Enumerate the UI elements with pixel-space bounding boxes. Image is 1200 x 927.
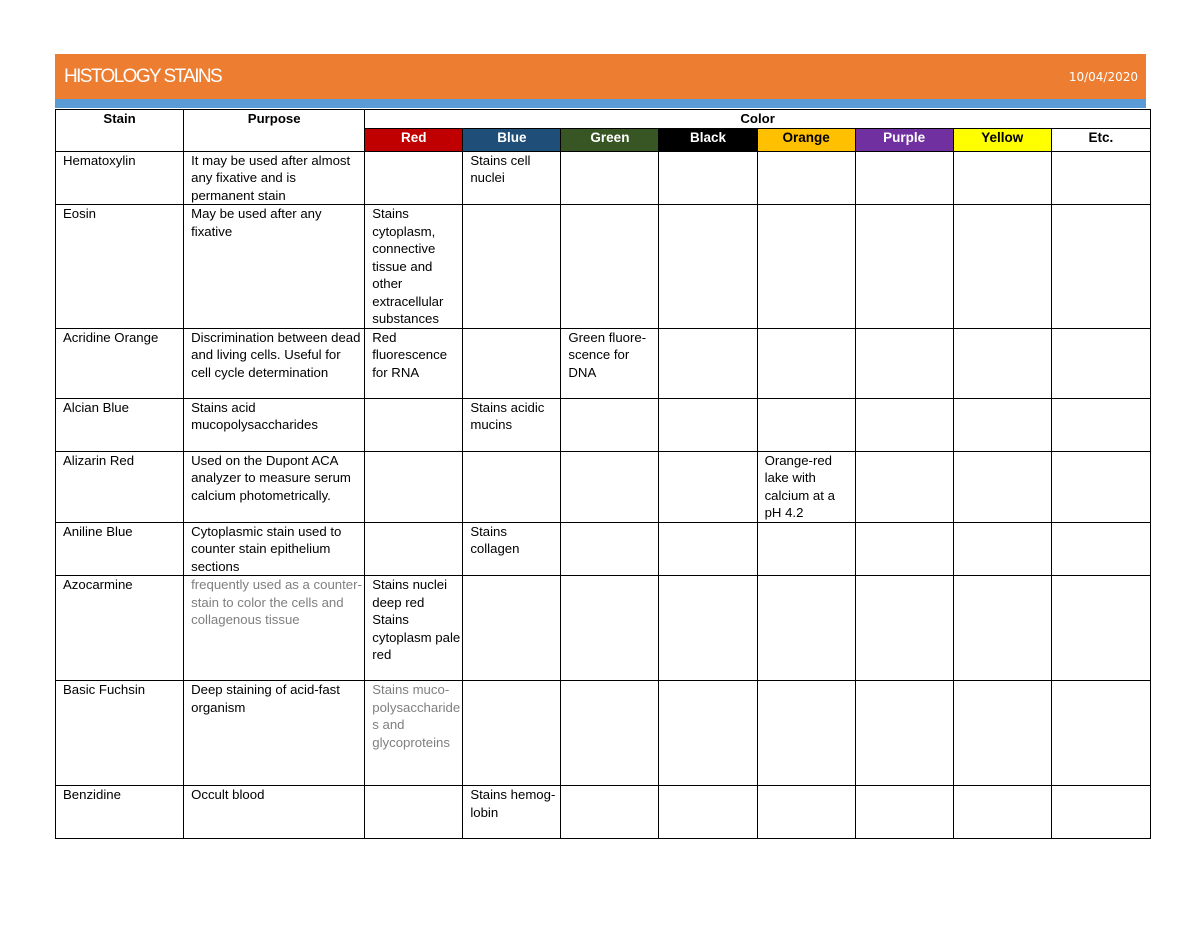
color-cell-black (659, 151, 757, 205)
color-header-red: Red (365, 128, 463, 151)
color-header-orange: Orange (757, 128, 855, 151)
color-cell-etc (1051, 205, 1150, 329)
color-cell-purple (855, 576, 953, 681)
color-header-green: Green (561, 128, 659, 151)
color-cell-blue (463, 205, 561, 329)
color-cell-green: Green fluore-scence for DNA (561, 328, 659, 398)
color-cell-orange (757, 398, 855, 451)
color-cell-purple (855, 786, 953, 839)
color-header-etc: Etc. (1051, 128, 1150, 151)
color-cell-red (365, 786, 463, 839)
color-cell-red: Stains muco-polysaccharides and glycoproteins (365, 681, 463, 786)
color-cell-blue: Stains collagen (463, 522, 561, 576)
color-cell-etc (1051, 451, 1150, 522)
color-cell-green (561, 151, 659, 205)
stain-name-cell: Aniline Blue (56, 522, 184, 576)
color-cell-black (659, 205, 757, 329)
color-cell-orange (757, 328, 855, 398)
column-header-purpose: Purpose (184, 110, 365, 152)
stain-name-cell: Azocarmine (56, 576, 184, 681)
color-cell-green (561, 576, 659, 681)
color-cell-orange: Orange-red lake with calcium at a pH 4.2 (757, 451, 855, 522)
purpose-cell: Cytoplasmic stain used to counter stain epithelium sections (184, 522, 365, 576)
color-cell-green (561, 522, 659, 576)
color-cell-blue (463, 451, 561, 522)
color-cell-blue: Stains acidic mucins (463, 398, 561, 451)
color-cell-black (659, 576, 757, 681)
table-row (56, 151, 1151, 205)
page-date: 10/04/2020 (1068, 70, 1138, 84)
color-cell-purple (855, 451, 953, 522)
color-cell-red (365, 522, 463, 576)
color-cell-etc (1051, 522, 1150, 576)
color-cell-green (561, 786, 659, 839)
purpose-cell: It may be used after almost any fixative and is permanent stain (184, 151, 365, 205)
color-cell-orange (757, 205, 855, 329)
header-accent-stripe (55, 99, 1146, 108)
color-cell-orange (757, 576, 855, 681)
histology-stains-table (55, 109, 1151, 839)
color-cell-blue: Stains hemog-lobin (463, 786, 561, 839)
color-cell-red (365, 151, 463, 205)
color-cell-yellow (953, 786, 1051, 839)
color-cell-blue: Stains cell nuclei (463, 151, 561, 205)
color-cell-purple (855, 205, 953, 329)
color-cell-red (365, 398, 463, 451)
stain-name-cell: Acridine Orange (56, 328, 184, 398)
color-cell-black (659, 786, 757, 839)
color-cell-yellow (953, 151, 1051, 205)
color-cell-etc (1051, 328, 1150, 398)
purpose-cell: Stains acid mucopolysaccharides (184, 398, 365, 451)
table-row (56, 328, 1151, 398)
color-cell-green (561, 681, 659, 786)
color-cell-yellow (953, 451, 1051, 522)
color-cell-etc (1051, 151, 1150, 205)
purpose-cell: Occult blood (184, 786, 365, 839)
stain-name-cell: Benzidine (56, 786, 184, 839)
purpose-cell: frequently used as a counter-stain to color the cells and collagenous tissue (184, 576, 365, 681)
table-row (56, 786, 1151, 839)
color-header-black: Black (659, 128, 757, 151)
color-cell-black (659, 451, 757, 522)
table-row (56, 681, 1151, 786)
color-cell-blue (463, 681, 561, 786)
color-cell-black (659, 681, 757, 786)
color-cell-yellow (953, 576, 1051, 681)
table-row (56, 398, 1151, 451)
color-cell-blue (463, 328, 561, 398)
purpose-cell: Discrimination between dead and living cells. Useful for cell cycle determination (184, 328, 365, 398)
color-cell-black (659, 522, 757, 576)
color-cell-red: Stains cytoplasm, connective tissue and other extracellular substances (365, 205, 463, 329)
purpose-cell: Deep staining of acid-fast organism (184, 681, 365, 786)
page-title: HISTOLOGY STAINS (64, 66, 222, 87)
stain-name-cell: Alcian Blue (56, 398, 184, 451)
color-cell-orange (757, 522, 855, 576)
color-cell-purple (855, 522, 953, 576)
color-cell-orange (757, 681, 855, 786)
color-header-blue: Blue (463, 128, 561, 151)
column-header-color: Color (365, 110, 1151, 129)
table-row (56, 576, 1151, 681)
table-header-row (56, 110, 1151, 129)
stain-name-cell: Basic Fuchsin (56, 681, 184, 786)
purpose-cell: Used on the Dupont ACA analyzer to measure serum calcium photometrically. (184, 451, 365, 522)
column-header-stain: Stain (56, 110, 184, 152)
color-cell-yellow (953, 328, 1051, 398)
color-cell-black (659, 328, 757, 398)
table-body (56, 151, 1151, 839)
stain-name-cell: Eosin (56, 205, 184, 329)
color-cell-red: Stains nuclei deep red Stains cytoplasm pale red (365, 576, 463, 681)
color-cell-yellow (953, 522, 1051, 576)
color-cell-purple (855, 151, 953, 205)
color-cell-purple (855, 328, 953, 398)
color-cell-orange (757, 786, 855, 839)
color-cell-etc (1051, 786, 1150, 839)
color-cell-green (561, 205, 659, 329)
color-cell-orange (757, 151, 855, 205)
stain-name-cell: Hematoxylin (56, 151, 184, 205)
color-cell-green (561, 451, 659, 522)
color-cell-purple (855, 681, 953, 786)
color-cell-black (659, 398, 757, 451)
color-cell-etc (1051, 576, 1150, 681)
color-header-purple: Purple (855, 128, 953, 151)
color-cell-blue (463, 576, 561, 681)
color-cell-etc (1051, 681, 1150, 786)
table-row (56, 522, 1151, 576)
color-cell-yellow (953, 205, 1051, 329)
color-cell-yellow (953, 681, 1051, 786)
color-cell-etc (1051, 398, 1150, 451)
color-cell-purple (855, 398, 953, 451)
color-cell-green (561, 398, 659, 451)
color-cell-red: Red fluorescence for RNA (365, 328, 463, 398)
purpose-cell: May be used after any fixative (184, 205, 365, 329)
color-header-yellow: Yellow (953, 128, 1051, 151)
stain-name-cell: Alizarin Red (56, 451, 184, 522)
table-row (56, 451, 1151, 522)
color-cell-yellow (953, 398, 1051, 451)
table-row (56, 205, 1151, 329)
color-cell-red (365, 451, 463, 522)
